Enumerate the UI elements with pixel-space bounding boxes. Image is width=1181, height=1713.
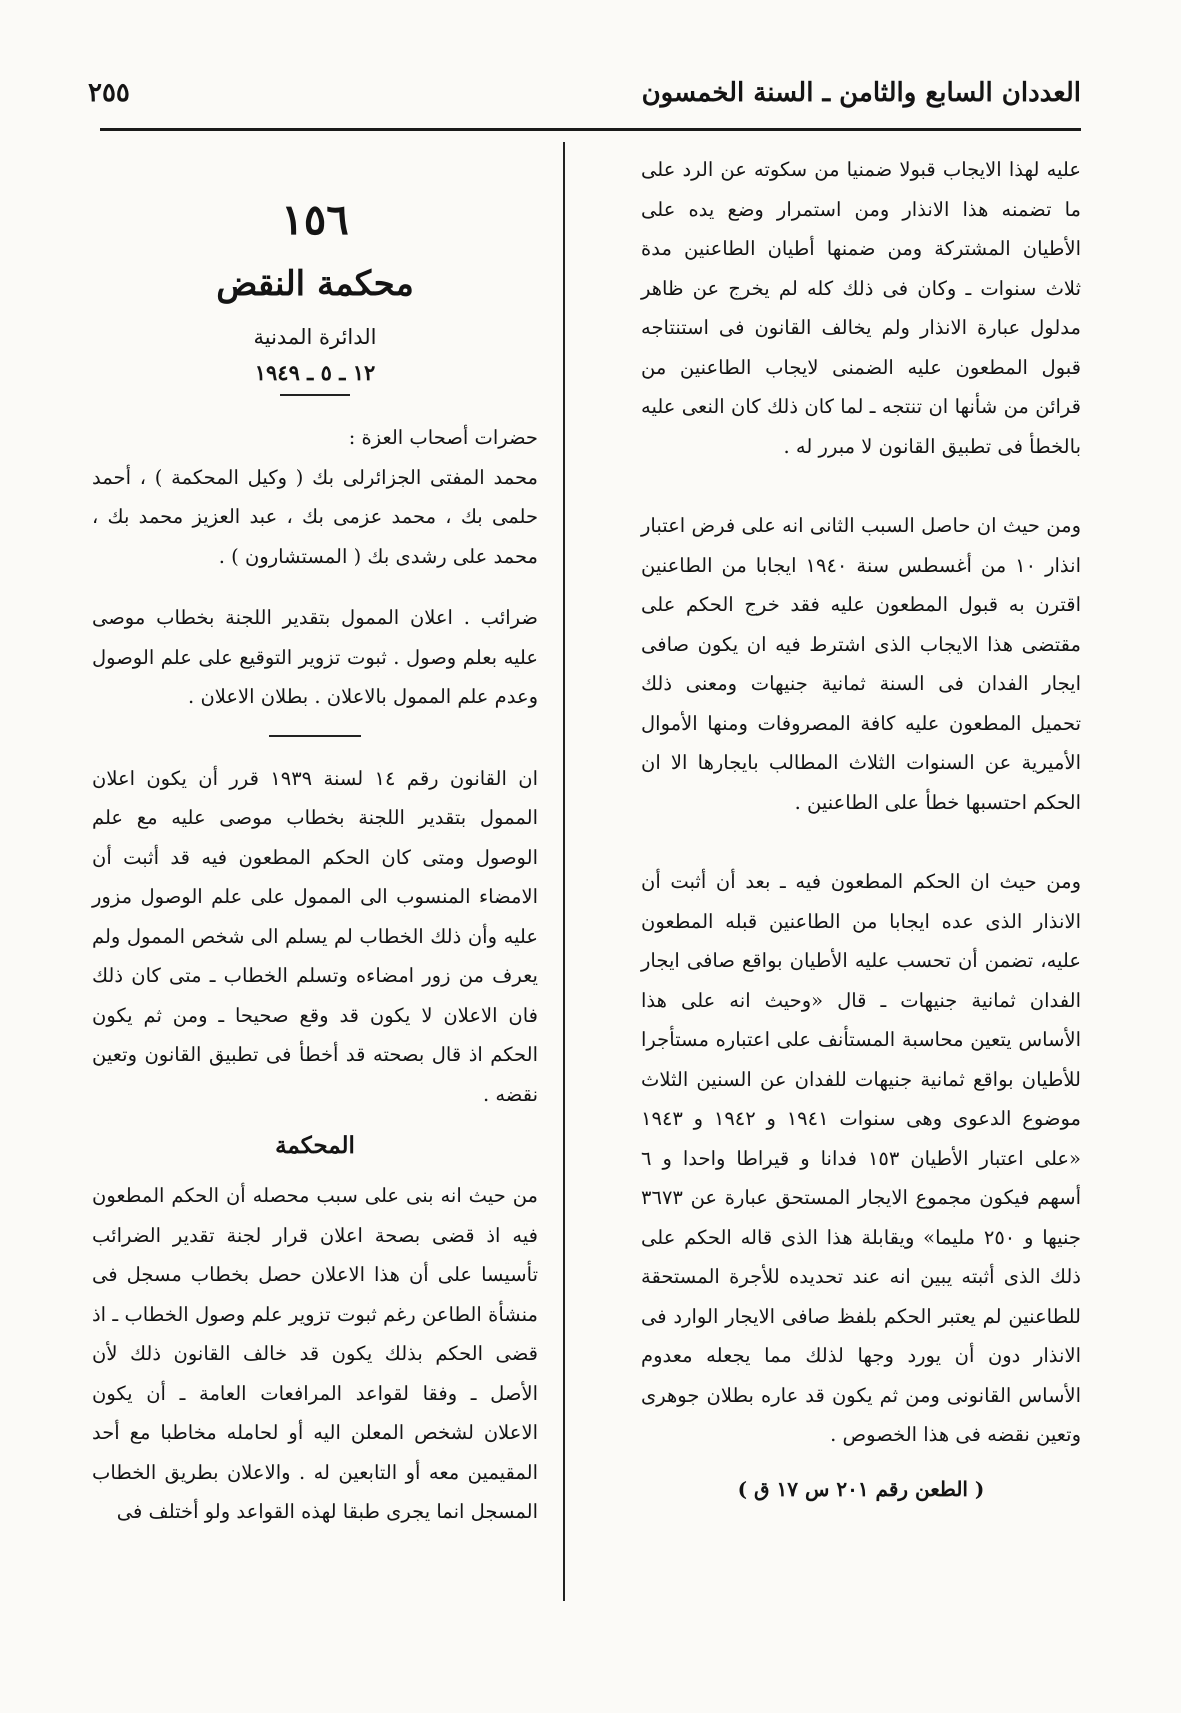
court-reasoning: من حيث انه بنى على سبب محصله أن الحكم المطعون فيه اذ قضى بصحة اعلان قرار لجنة تقدير الضرائب تأسيسا على أن هذا الاعلان حصل بخطاب مسجل فى منشأة الطاعن رغم ثبوت تزوير علم وصول الخطاب ـ اذ قضى الحكم بذلك يكون قد خالف القانون ذلك لأن الأصل ـ وفقا لقواعد المرافعات العامة ـ أن يكون الاعلان لشخص المعلن اليه أو لحامله مخاطبا مع أحد المقيمين معه أو التابعين له . والاعلان بطريق الخطاب المسجل انما يجرى طبقا لهذه القواعد ولو أختلف فى — [92, 1184, 538, 1523]
case-date: ١٢ ـ ٥ ـ ١٩٤٩ — [254, 360, 376, 385]
header-rule — [100, 128, 1081, 131]
legal-principle: ان القانون رقم ١٤ لسنة ١٩٣٩ قرر أن يكون اعلان الممول بتقدير اللجنة بخطاب موصى عليه مع علم الوصول ومتى كان الحكم المطعون فيه قد أثبت أن الامضاء المنسوب الى الممول على علم الوصول مزور عليه وأن ذلك الخطاب لم يسلم الى شخص الممول ولم يعرف من زور امضاءه وتسلم الخطاب ـ متى كان ذلك فان الاعلان لا يكون قد وقع صحيحا ـ ومن ثم يكون الحكم اذ قال بصحته قد أخطأ فى تطبيق القانون وتعين نقضه . — [92, 766, 538, 1106]
right-column — [641, 150, 1081, 1507]
paragraph-ruling: ومن حيث ان الحكم المطعون فيه ـ بعد أن أثبت أن الانذار الذى عده ايجابا من الطاعنين قبله المطعون عليه، تضمن أن تحسب عليه الأطيان بواقع صافى ايجار الفدان ثمانية جنيهات ـ قال «وحيث انه على هذا الأساس يتعين محاسبة المستأنف على اعتباره مستأجرا للأطيان بواقع ثمانية جنيهات للفدان عن السنين الثلاث موضوع الدعوى وهى سنوات ١٩٤١ و ١٩٤٢ و ١٩٤٣ «على اعتبار الأطيان ١٥٣ فدانا و قيراطا واحدا و ٦ أسهم فيكون مجموع الايجار المستحق عبارة عن ٣٦٧٣ جنيها و ٢٥٠ مليما» ويقابلة هذا الذى قاله الحكم على ذلك الذى أثبته يبين انه عند تحديده للأجرة المستحقة للطاعنين لم يعتبر الحكم بلفظ صافى الايجار الوارد فى الانذار دون أن يورد وجها لذلك مما يجعله معدوم الأساس القانونى ومن ثم يكون قد عاره بطلان جوهرى وتعين نقضه فى هذا الخصوص . — [641, 870, 1081, 1446]
judges-list: محمد المفتى الجزائرلى بك ( وكيل المحكمة ) ، أحمد حلمى بك ، محمد عزمى بك ، عبد العزيز محمد بك ، محمد على رشدى بك ( المستشارون ) . — [92, 465, 538, 568]
running-title: العددان السابع والثامن ـ السنة الخمسون — [641, 78, 1081, 108]
case-summary: ضرائب . اعلان الممول بتقدير اللجنة بخطاب موصى عليه بعلم وصول . ثبوت تزوير التوقيع على علم الوصول وعدم علم الممول بالاعلان . بطلان الاعلان . — [92, 606, 538, 708]
left-column — [92, 150, 538, 1532]
judges-intro: حضرات أصحاب العزة : — [348, 426, 538, 449]
page-number: ٢٥٥ — [88, 78, 130, 108]
court-name: محكمة النقض — [216, 264, 414, 304]
column-divider — [563, 142, 565, 1601]
appeal-reference: ( الطعن رقم ٢٠١ س ١٧ ق ) — [737, 1476, 985, 1501]
section-rule — [269, 735, 361, 737]
paragraph-second-ground: ومن حيث ان حاصل السبب الثانى انه على فرض اعتبار انذار ١٠ من أغسطس سنة ١٩٤٠ ايجابا من الطاعنين اقترن به قبول المطعون عليه فقد خرج الحكم على مقتضى هذا الايجاب الذى اشترط فيه ان يكون صافى ايجار الفدان فى السنة ثمانية جنيهات ومعنى ذلك تحميل المطعون عليه كافة المصروفات ومنها الأموال الأميرية عن السنوات الثلاث المطالب بايجارها الا ان الحكم احتسبها خطأ على الطاعنين . — [641, 514, 1081, 814]
section-heading: المحكمة — [275, 1132, 355, 1159]
circuit-name: الدائرة المدنية — [253, 325, 377, 349]
paragraph-continuation: عليه لهذا الايجاب قبولا ضمنيا من سكوته عن الرد على ما تضمنه هذا الانذار ومن استمرار وضع يده على الأطيان المشتركة ومن ضمنها أطيان الطاعنين مدة ثلاث سنوات ـ وكان فى ذلك كله لم يخرج عن ظاهر مدلول عبارة الانذار ولم يخالف القانون فى استنتاجه قبول المطعون عليه الضمنى لايجاب الطاعنين من قرائن من شأنها ان تنتجه ـ لما كان ذلك كان النعى عليه بالخطأ فى تطبيق القانون لا مبرر له . — [641, 158, 1081, 458]
page-header — [88, 78, 1081, 118]
case-number: ١٥٦ — [281, 195, 349, 244]
